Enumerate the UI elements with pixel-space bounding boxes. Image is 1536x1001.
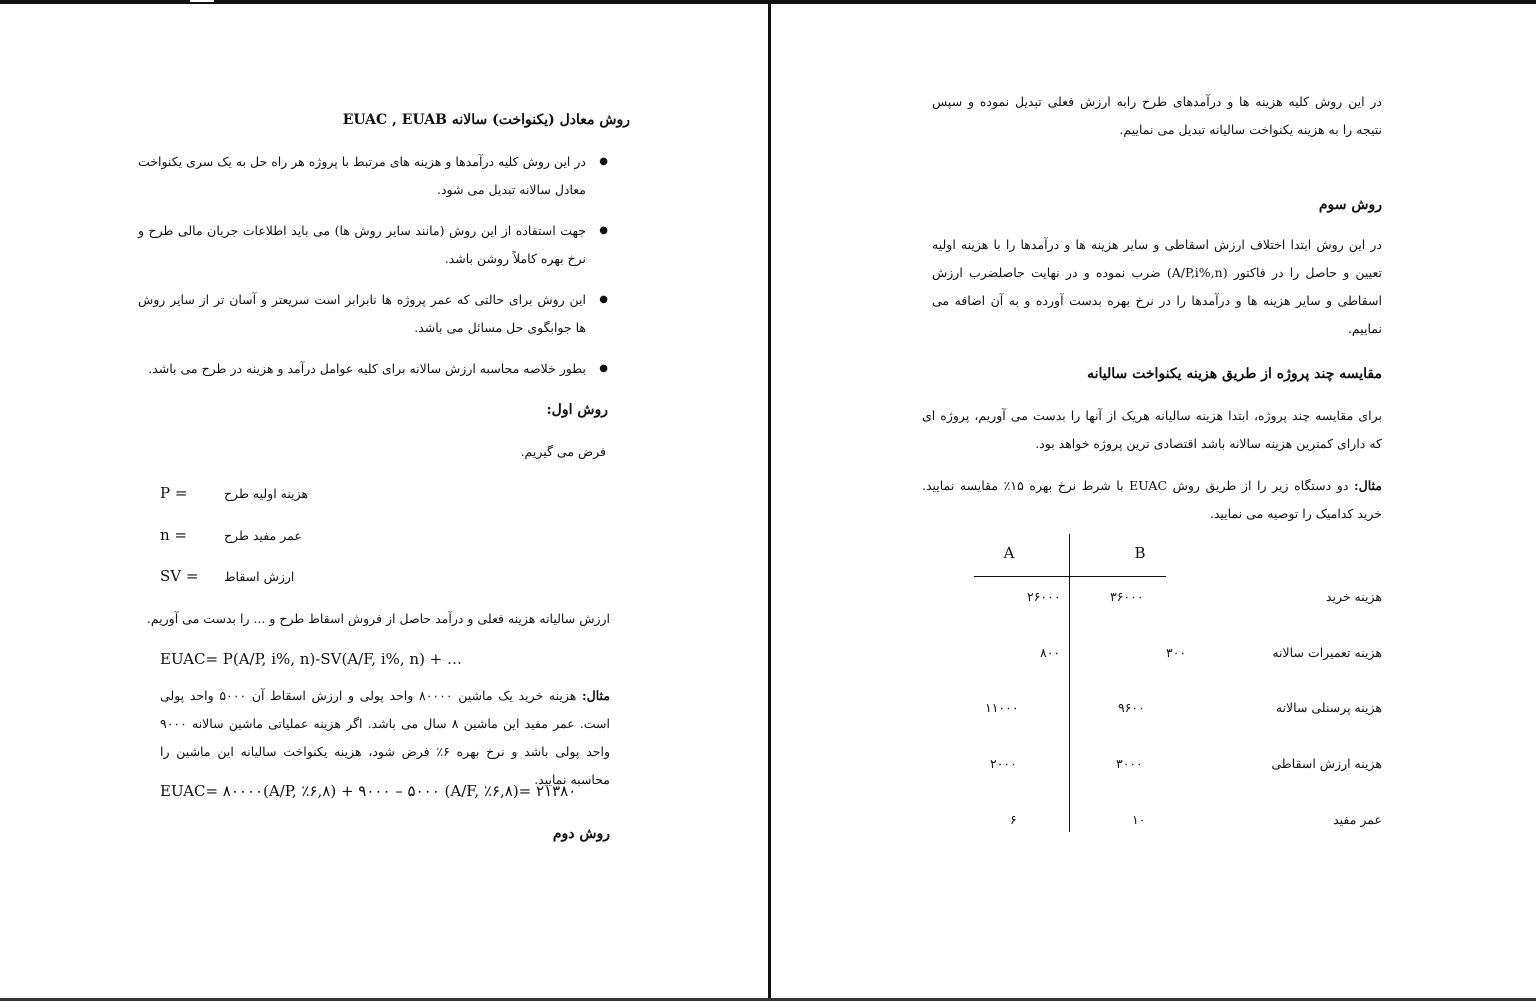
def-symbol: SV =	[160, 567, 199, 585]
bullet-list	[138, 148, 608, 383]
row-label: هزینه پرسنلی سالانه	[1275, 700, 1382, 715]
def-row-n	[160, 526, 302, 544]
def-row-p	[160, 484, 308, 502]
intro-paragraph: در این روش کلیه هزینه ها و درآمدهای طرح رابه ارزش فعلی تبدیل نموده و سپس نتیجه را به هزینه یکنواخت سالیانه تبدیل می نماییم.	[932, 94, 1382, 137]
def-row-sv	[160, 567, 294, 585]
right-example-paragraph	[922, 472, 1382, 528]
cell-b: ۱۰	[1132, 812, 1146, 827]
cell-a: ۲۰۰۰	[990, 756, 1017, 771]
def-symbol: P =	[160, 484, 188, 502]
def-symbol: n =	[160, 526, 187, 544]
cell-a: ۲۶۰۰۰	[1027, 589, 1061, 604]
method2-heading: روش دوم	[552, 826, 610, 842]
page-divider	[768, 0, 771, 1001]
cell-mid: ۳۰۰	[1166, 645, 1187, 660]
column-header-a: A	[1003, 544, 1015, 562]
table-column-separator	[1069, 534, 1070, 832]
compare-paragraph: برای مقایسه چند پروژه، ابتدا هزینه سالیانه هریک از آنها را بدست می آوریم، پروژه ای که دارای کمترین هزینه سالانه باشد اقتصادی ترین پروژه خواهد بود.	[922, 408, 1382, 451]
formula-euac: EUAC= P(A/P, i%, n)-SV(A/F, i%, n) + …	[160, 650, 463, 668]
example-paragraph	[160, 682, 610, 794]
annual-value-text: ارزش سالیانه هزینه فعلی و درآمد حاصل از فروش اسقاط طرح و ... را بدست می آوریم.	[146, 611, 610, 626]
cell-b: ۳۶۰۰۰	[1110, 589, 1144, 604]
cell-a: ۱۱۰۰۰	[985, 700, 1019, 715]
def-label: ارزش اسقاط	[223, 569, 295, 584]
cell-a: ۸۰۰	[1040, 645, 1061, 660]
bullet-item-3: ● این روش برای حالتی که عمر پروژه ها نابرابر است سریعتر و آسان تر از سایر روش ها جوابگوی حل مسائل می باشد.	[138, 286, 608, 342]
bullet-item-4: ● بطور خلاصه محاسبه ارزش سالانه برای کلیه عوامل درآمد و هزینه در طرح می باشد.	[138, 355, 608, 383]
row-label: هزینه خرید	[1325, 589, 1382, 604]
row-label: هزینه تعمیرات سالانه	[1272, 645, 1382, 660]
right-page	[772, 0, 1536, 1001]
example-text: هزینه خرید یک ماشین ۸۰۰۰۰ واحد پولی و ارزش اسقاط آن ۵۰۰۰ واحد پولی است. عمر مفید این ماشین ۸ سال می باشد. اگر هزینه عملیاتی ماشین سالانه ۹۰۰۰ واحد پولی باشد و نرخ بهره ۶٪ فرض شود، هزینه یکنواخت سالیانه این ماشین را محاسبه نمایید.	[160, 688, 610, 787]
method1-heading: روش اول:	[546, 402, 608, 418]
right-example-label: مثال:	[1354, 478, 1382, 493]
bullet-list-container	[138, 148, 608, 396]
def-label: هزینه اولیه طرح	[223, 486, 309, 501]
bullet-item-1: ● در این روش کلیه درآمدها و هزینه های مرتبط با پروژه هر راه حل به یک سری یکنواخت معادل سالانه تبدیل می شود.	[138, 148, 608, 204]
row-label: عمر مفید	[1333, 812, 1382, 827]
section-title: روش معادل (یکنواخت) سالانه EUAC , EUAB	[342, 112, 630, 128]
formula-euac-result: EUAC= ۸۰۰۰۰(A/P, ٪۶,۸) + ۹۰۰۰ – ۵۰۰۰ (A/F, ٪۶,۸)= ۲۱۳۸۰	[160, 782, 577, 800]
def-label: عمر مفید طرح	[223, 528, 302, 543]
compare-heading: مقایسه چند پروژه از طریق هزینه یکنواخت سالیانه	[1087, 366, 1382, 382]
method3-heading: روش سوم	[1318, 197, 1382, 213]
right-example-text: دو دستگاه زیر را از طریق روش EUAC با شرط نرخ بهره ۱۵٪ مقایسه نمایید. خرید کدامیک را توصیه می نمایید.	[922, 478, 1382, 521]
row-label: هزینه ارزش اسقاطی	[1271, 756, 1382, 771]
example-label: مثال:	[582, 688, 610, 703]
table-header-underline	[974, 576, 1166, 577]
cell-b: ۳۰۰۰	[1116, 756, 1143, 771]
assume-text: فرض می گیریم.	[520, 444, 606, 459]
cell-b: ۹۶۰۰	[1118, 700, 1145, 715]
method3-paragraph: در این روش ابتدا اختلاف ارزش اسقاطی و سایر هزینه ها و درآمدها را با هزینه اولیه تعیین و حاصل را در فاکتور (A/P,i%,n) ضرب نموده و در نهایت حاصلضرب ارزش اسقاطی و سایر هزینه ها و درآمدها را در نرخ بهره بدست آورده و به آن اضافه می نماییم.	[932, 237, 1382, 336]
bullet-item-2: ● جهت استفاده از این روش (مانند سایر روش ها) می باید اطلاعات جریان مالی طرح و نرخ بهره کاملاً روشن باشد.	[138, 217, 608, 273]
cell-a: ۶	[1010, 812, 1017, 827]
column-header-b: B	[1134, 544, 1146, 562]
